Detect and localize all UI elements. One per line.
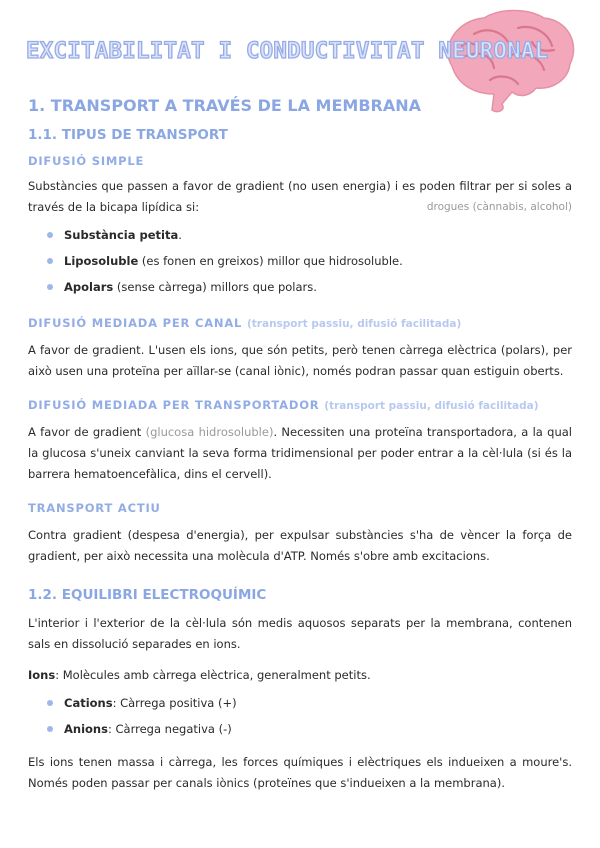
heading-difusio-simple: DIFUSIÓ SIMPLE <box>28 154 145 168</box>
section-heading: 1. TRANSPORT A TRAVÉS DE LA MEMBRANA <box>28 96 421 115</box>
heading-transport-actiu: TRANSPORT ACTIU <box>28 501 161 515</box>
paragraph-closing: Els ions tenen massa i càrrega, les forces químiques i elèctriques els indueixen a moure's. Només poden passar per canals iònics (proteïnes que s'indueixen a la membrana). <box>28 755 572 790</box>
paragraph-difusio-canal: A favor de gradient. L'usen els ions, que són petits, però tenen càrrega elèctrica (polars), per això usen una proteïna per aïllar-se (canal iònic), només podran passar quan estiguin oberts. <box>28 343 572 378</box>
document-body <box>28 96 572 794</box>
paragraph-ions: Ions: Molècules amb càrrega elèctrica, generalment petits. <box>28 668 371 682</box>
list-item: Cations: Càrrega positiva (+) <box>28 690 572 716</box>
page-title: EXCITABILITAT I CONDUCTIVITAT NEURONAL <box>26 38 549 64</box>
subsection-heading: 1.1. TIPUS DE TRANSPORT <box>28 127 228 143</box>
list-item: Apolars (sense càrrega) millors que polars. <box>28 274 572 300</box>
paragraph-difusio-transportador: A favor de gradient (glucosa hidrosoluble). Necessiten una proteïna transportadora, a la qual la glucosa s'uneix canviant la seva forma tridimensional per poder entrar a la cèl·lula (si és la barrera hematoencefàlica, dins el cervell). <box>28 425 572 481</box>
list-item: Substància petita. <box>28 222 572 248</box>
heading-difusio-canal: DIFUSIÓ MEDIADA PER CANAL (transport passiu, difusió facilitada) <box>28 316 462 330</box>
subsection-heading: 1.2. EQUILIBRI ELECTROQUÍMIC <box>28 587 267 603</box>
list-item: Anions: Càrrega negativa (-) <box>28 716 572 742</box>
list-item: Liposoluble (es fonen en greixos) millor que hidrosoluble. <box>28 248 572 274</box>
ions-list <box>28 690 572 742</box>
heading-difusio-transportador: DIFUSIÓ MEDIADA PER TRANSPORTADOR (transport passiu, difusió facilitada) <box>28 398 539 412</box>
paragraph-difusio-simple: Substàncies que passen a favor de gradient (no usen energia) i es poden filtrar per si soles a través de la bicapa lipídica si: drogues (cànnabis, alcohol) <box>28 176 572 218</box>
paragraph-equilibri: L'interior i l'exterior de la cèl·lula són medis aquosos separats per la membrana, contenen sals en dissolució separades en ions. <box>28 616 572 651</box>
side-note: drogues (cànnabis, alcohol) <box>426 201 572 213</box>
conditions-list <box>28 222 572 300</box>
paragraph-transport-actiu: Contra gradient (despesa d'energia), per expulsar substàncies s'ha de vèncer la força de gradient, per això necessita una molècula d'ATP. Només s'obre amb excitacions. <box>28 528 572 563</box>
